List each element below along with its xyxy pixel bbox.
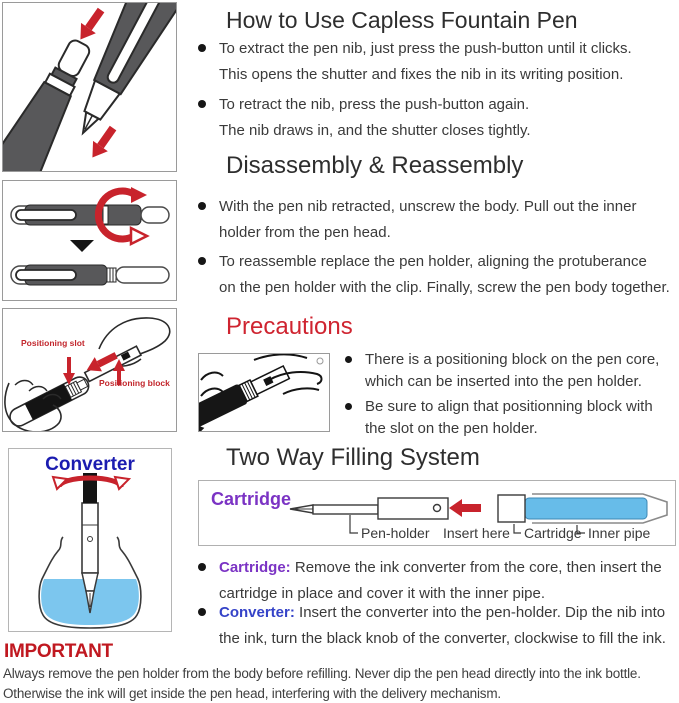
press-button-drawing: [3, 3, 176, 171]
pen-holder-drawing: [290, 498, 448, 519]
precautions-illustration: [198, 353, 330, 432]
cartridge-drawing: [525, 498, 647, 519]
red-arrow-icon: [85, 123, 120, 163]
pen-assembled: [11, 205, 169, 225]
insert-here-label: Insert here: [443, 525, 510, 541]
cartridge-connector: [514, 524, 521, 533]
positioning-block-label: Positioning block: [99, 378, 170, 388]
usage-title: How to Use Capless Fountain Pen: [226, 7, 578, 33]
bullet-dot: [345, 356, 352, 363]
converter-body: [82, 503, 98, 573]
converter-term: Converter:: [219, 604, 295, 621]
red-arrow-icon: [449, 499, 481, 517]
bullet-dot: [198, 100, 206, 108]
filling-title: Two Way Filling System: [226, 444, 480, 471]
disassembly-title: Disassembly & Reassembly: [226, 152, 524, 179]
bullet-dot: [345, 403, 352, 410]
bullet-dot: [198, 608, 206, 616]
cartridge-diagram: [198, 480, 676, 546]
important-title: IMPORTANT: [4, 641, 113, 662]
unscrew-illustration: [2, 180, 177, 301]
converter-fill-drawing: [9, 449, 171, 631]
usage-bullet-1: To extract the pen nib, just press the push-button until it clicks. This opens the shutter and fixes the nib in its writing position.: [198, 36, 632, 88]
cartridge-term: Cartridge:: [219, 559, 291, 576]
bullet-dot: [198, 202, 206, 210]
converter-bullet: Converter: Insert the converter into the pen-holder. Dip the nib into the ink, turn the black knob of the converter, clockwise to fill the ink.: [198, 600, 666, 652]
usage-bullet-2: To retract the nib, press the push-button again. The nib draws in, and the shutter closes tightly.: [198, 92, 531, 144]
cartridge-part-label: Cartridge: [524, 525, 582, 541]
converter-fill-illustration: [8, 448, 172, 632]
inner-pipe-label: Inner pipe: [588, 525, 651, 541]
important-line-2: Otherwise the ink will get inside the pen head, interfering with the delivery mechanism.: [3, 686, 501, 701]
pen-unscrewed: [11, 265, 169, 285]
disassembly-bullet-2: To reassemble replace the pen holder, aligning the protuberance on the pen holder with the clip. Finally, screw the pen body together.: [198, 249, 670, 301]
pen-holder-label: Pen-holder: [361, 525, 430, 541]
red-arrow-icon: [73, 5, 108, 45]
cartridge-cap-drawing: [498, 495, 525, 522]
precautions-title: Precautions: [226, 313, 353, 340]
precautions-bullet-1: There is a positioning block on the pen core, which can be inserted into the pen holder.: [345, 349, 659, 393]
pen-holder-connector: [350, 515, 358, 533]
positioning-illustration: [2, 308, 177, 432]
bullet-dot: [198, 44, 206, 52]
positioning-slot-label: Positioning slot: [21, 338, 85, 348]
down-triangle-icon: [70, 240, 94, 252]
important-line-1: Always remove the pen holder from the body before refilling. Never dip the pen head directly into the ink bottle.: [3, 666, 641, 681]
unscrew-drawing: [3, 181, 176, 300]
bullet-dot: [198, 257, 206, 265]
precautions-drawing: [199, 354, 329, 431]
thumb-outline: [201, 373, 223, 396]
disassembly-bullet-1: With the pen nib retracted, unscrew the body. Pull out the inner holder from the pen head.: [198, 194, 636, 246]
converter-illustration-label: Converter: [45, 454, 135, 475]
cartridge-diagram-label: Cartridge: [211, 489, 292, 509]
cartridge-bullet: Cartridge: Remove the ink converter from the core, then insert the cartridge in place and cover it with the inner pipe.: [198, 555, 662, 607]
precautions-bullets: [345, 349, 659, 440]
press-button-illustration: [2, 2, 177, 172]
precautions-bullet-2: Be sure to align that positionning block with the slot on the pen holder.: [345, 396, 659, 440]
bullet-dot: [198, 563, 206, 571]
positioning-drawing: [3, 309, 176, 431]
